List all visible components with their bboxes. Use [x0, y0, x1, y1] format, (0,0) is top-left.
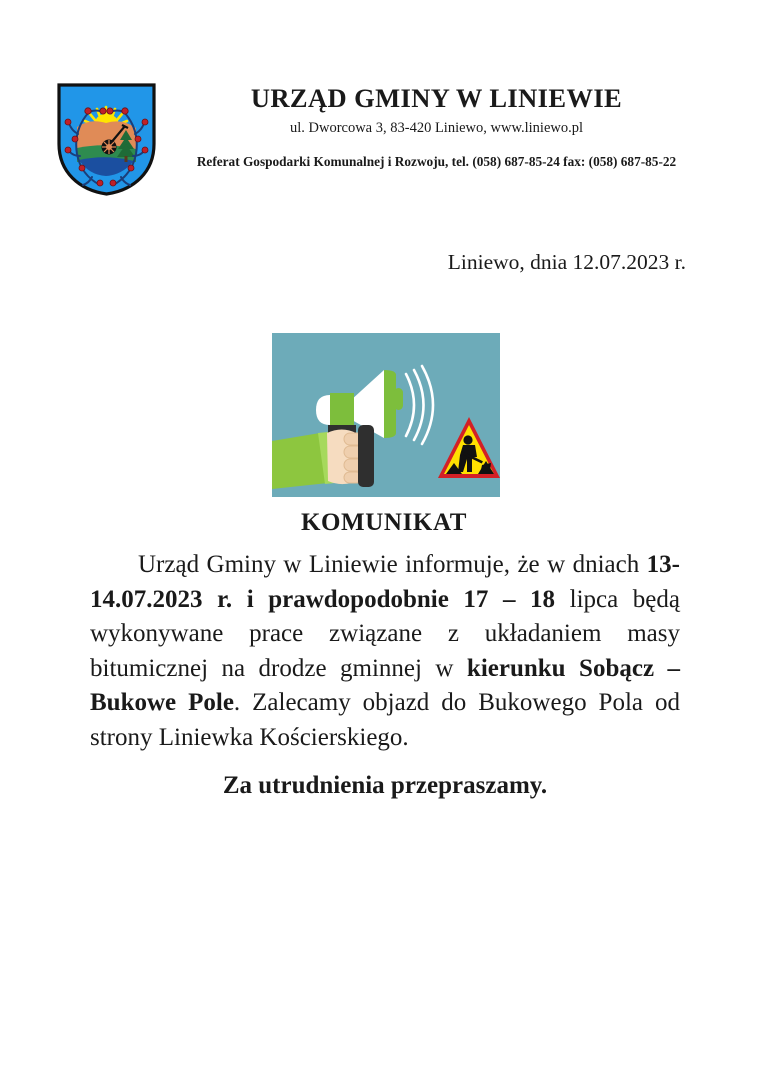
organization-title: URZĄD GMINY W LINIEWIE — [250, 83, 623, 113]
emphasis-text: 13-14.07.2023 r. i prawdopodobnie 17 – 18 — [90, 551, 680, 613]
date-line: Liniewo, dnia 12.07.2023 r. — [447, 250, 686, 274]
megaphone-roadworks-illustration — [272, 333, 500, 497]
body-text: . Zalecamy objazd do Bukowego Pola od strony Liniewka Kościerskiego. — [90, 689, 680, 751]
organization-address: ul. Dworcowa 3, 83-420 Liniewo, www.liniewo.pl — [289, 119, 584, 136]
letterhead — [0, 82, 768, 197]
coat-of-arms-icon — [56, 82, 157, 197]
organization-department: Referat Gospodarki Komunalnej i Rozwoju, tel. (058) 687-85-24 fax: (058) 687-85-22 — [196, 153, 677, 169]
announcement-body — [90, 548, 680, 804]
body-text: Urząd Gminy w Liniewie informuje, że w dniach — [138, 551, 647, 578]
page-title: KOMUNIKAT — [300, 509, 468, 536]
emphasis-text: kierunku Sobącz – Bukowe Pole — [90, 654, 680, 716]
megaphone-roadworks-graphic — [272, 333, 500, 497]
body-text: lipca będą wykonywane prace związane z układaniem masy bitumicznej na drodze gminnej w — [90, 585, 680, 682]
closing-apology: Za utrudnienia przepraszamy. — [222, 772, 548, 799]
announcement-paragraph — [90, 548, 680, 755]
letterhead-text — [175, 82, 768, 170]
crest-container — [0, 82, 175, 197]
